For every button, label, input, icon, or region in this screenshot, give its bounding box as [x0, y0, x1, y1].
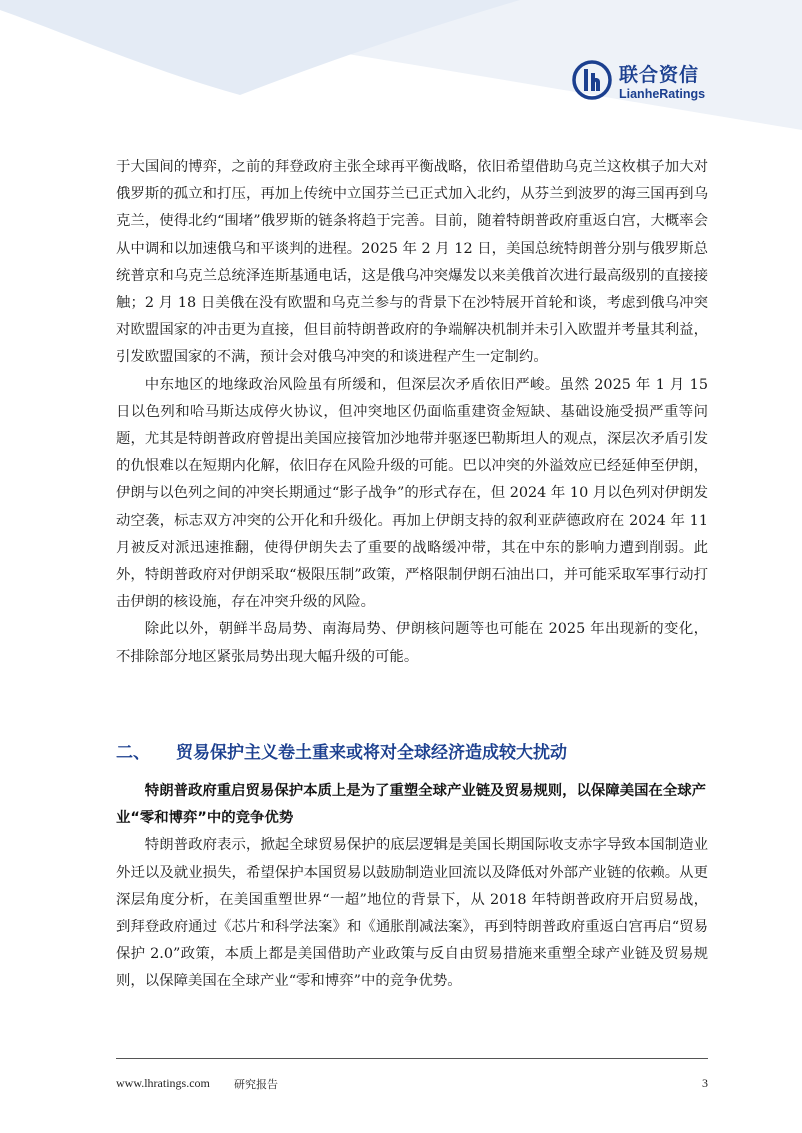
logo-name-cn: 联合资信: [619, 64, 700, 86]
paragraph-3: 除此以外，朝鲜半岛局势、南海局势、伊朗核问题等也可能在 2025 年出现新的变化，不排除部分地区紧张局势出现大幅升级的可能。: [116, 621, 708, 665]
lianhe-logo-icon: [572, 60, 612, 100]
section-number: 二、: [116, 743, 150, 763]
section-paragraph: 特朗普政府表示，掀起全球贸易保护的底层逻辑是美国长期国际收支赤字导致本国制造业外迁以及就业损失，希望保护本国贸易以鼓励制造业回流以及降低对外部产业链的依赖。从更深层角度分析，在美国重塑世界“一超”地位的背景下，从 2018 年特朗普政府开启贸易战，到拜登政府通过《芯片和科学法案》和《通胀削减法案》，再到特朗普政府重返白宫再启“贸易保护 2.0”政策，本质上都是美国借助产业政策与反自由贸易措施来重塑全球产业链及贸易规则，以保障美国在全球产业“零和博弈”中的竞争优势。: [116, 837, 708, 990]
section-body: [116, 778, 708, 996]
paragraph-1: 于大国间的博弈，之前的拜登政府主张全球再平衡战略，依旧希望借助乌克兰这枚棋子加大对俄罗斯的孤立和打压，再加上传统中立国芬兰已正式加入北约，从芬兰到波罗的海三国再到乌克兰，使得北约“围堵”俄罗斯的链条将趋于完善。目前，随着特朗普政府重返白宫，大概率会从中调和以加速俄乌和平谈判的进程。2025 年 2 月 12 日，美国总统特朗普分别与俄罗斯总统普京和乌克兰总统泽连斯基通电话，这是俄乌冲突爆发以来美俄首次进行最高级别的直接接触；2 月 18 日美俄在没有欧盟和乌克兰参与的背景下在沙特展开首轮和谈，考虑到俄乌冲突对欧盟国家的冲击更为直接，但目前特朗普政府的争端解决机制并未引入欧盟并考量其利益，引发欧盟国家的不满，预计会对俄乌冲突的和谈进程产生一定制约。: [116, 159, 708, 366]
section-heading: [116, 738, 708, 763]
section-title: 贸易保护主义卷土重来或将对全球经济造成较大扰动: [176, 743, 567, 763]
footer-label: 研究报告: [234, 1078, 278, 1091]
paragraph-2: 中东地区的地缘政治风险虽有所缓和，但深层次矛盾依旧严峻。虽然 2025 年 1 月 15 日以色列和哈马斯达成停火协议，但冲突地区仍面临重建资金短缺、基础设施受损严重等问题，尤其是特朗普政府曾提出美国应接管加沙地带并驱逐巴勒斯坦人的观点，深层次矛盾引发的仇恨难以在短期内化解，依旧存在风险升级的可能。巴以冲突的外溢效应已经延伸至伊朗，伊朗与以色列之间的冲突长期通过“影子战争”的形式存在，但 2024 年 10 月以色列对伊朗发动空袭，标志双方冲突的公开化和升级化。再加上伊朗支持的叙利亚萨德政府在 2024 年 11 月被反对派迅速推翻，使得伊朗失去了重要的战略缓冲带，其在中东的影响力遭到削弱。此外，特朗普政府对伊朗采取“极限压制”政策，严格限制伊朗石油出口，并可能采取军事行动打击伊朗的核设施，存在冲突升级的风险。: [116, 376, 708, 611]
section-lead: 特朗普政府重启贸易保护本质上是为了重塑全球产业链及贸易规则，以保障美国在全球产业“零和博弈”中的竞争优势: [116, 783, 707, 827]
company-logo: [572, 60, 712, 104]
logo-name-en: LianheRatings: [619, 87, 706, 101]
page-number: 3: [702, 1076, 708, 1090]
body-text: [116, 154, 708, 671]
footer-divider: [116, 1058, 708, 1059]
footer-website[interactable]: www.lhratings.com: [116, 1076, 210, 1090]
